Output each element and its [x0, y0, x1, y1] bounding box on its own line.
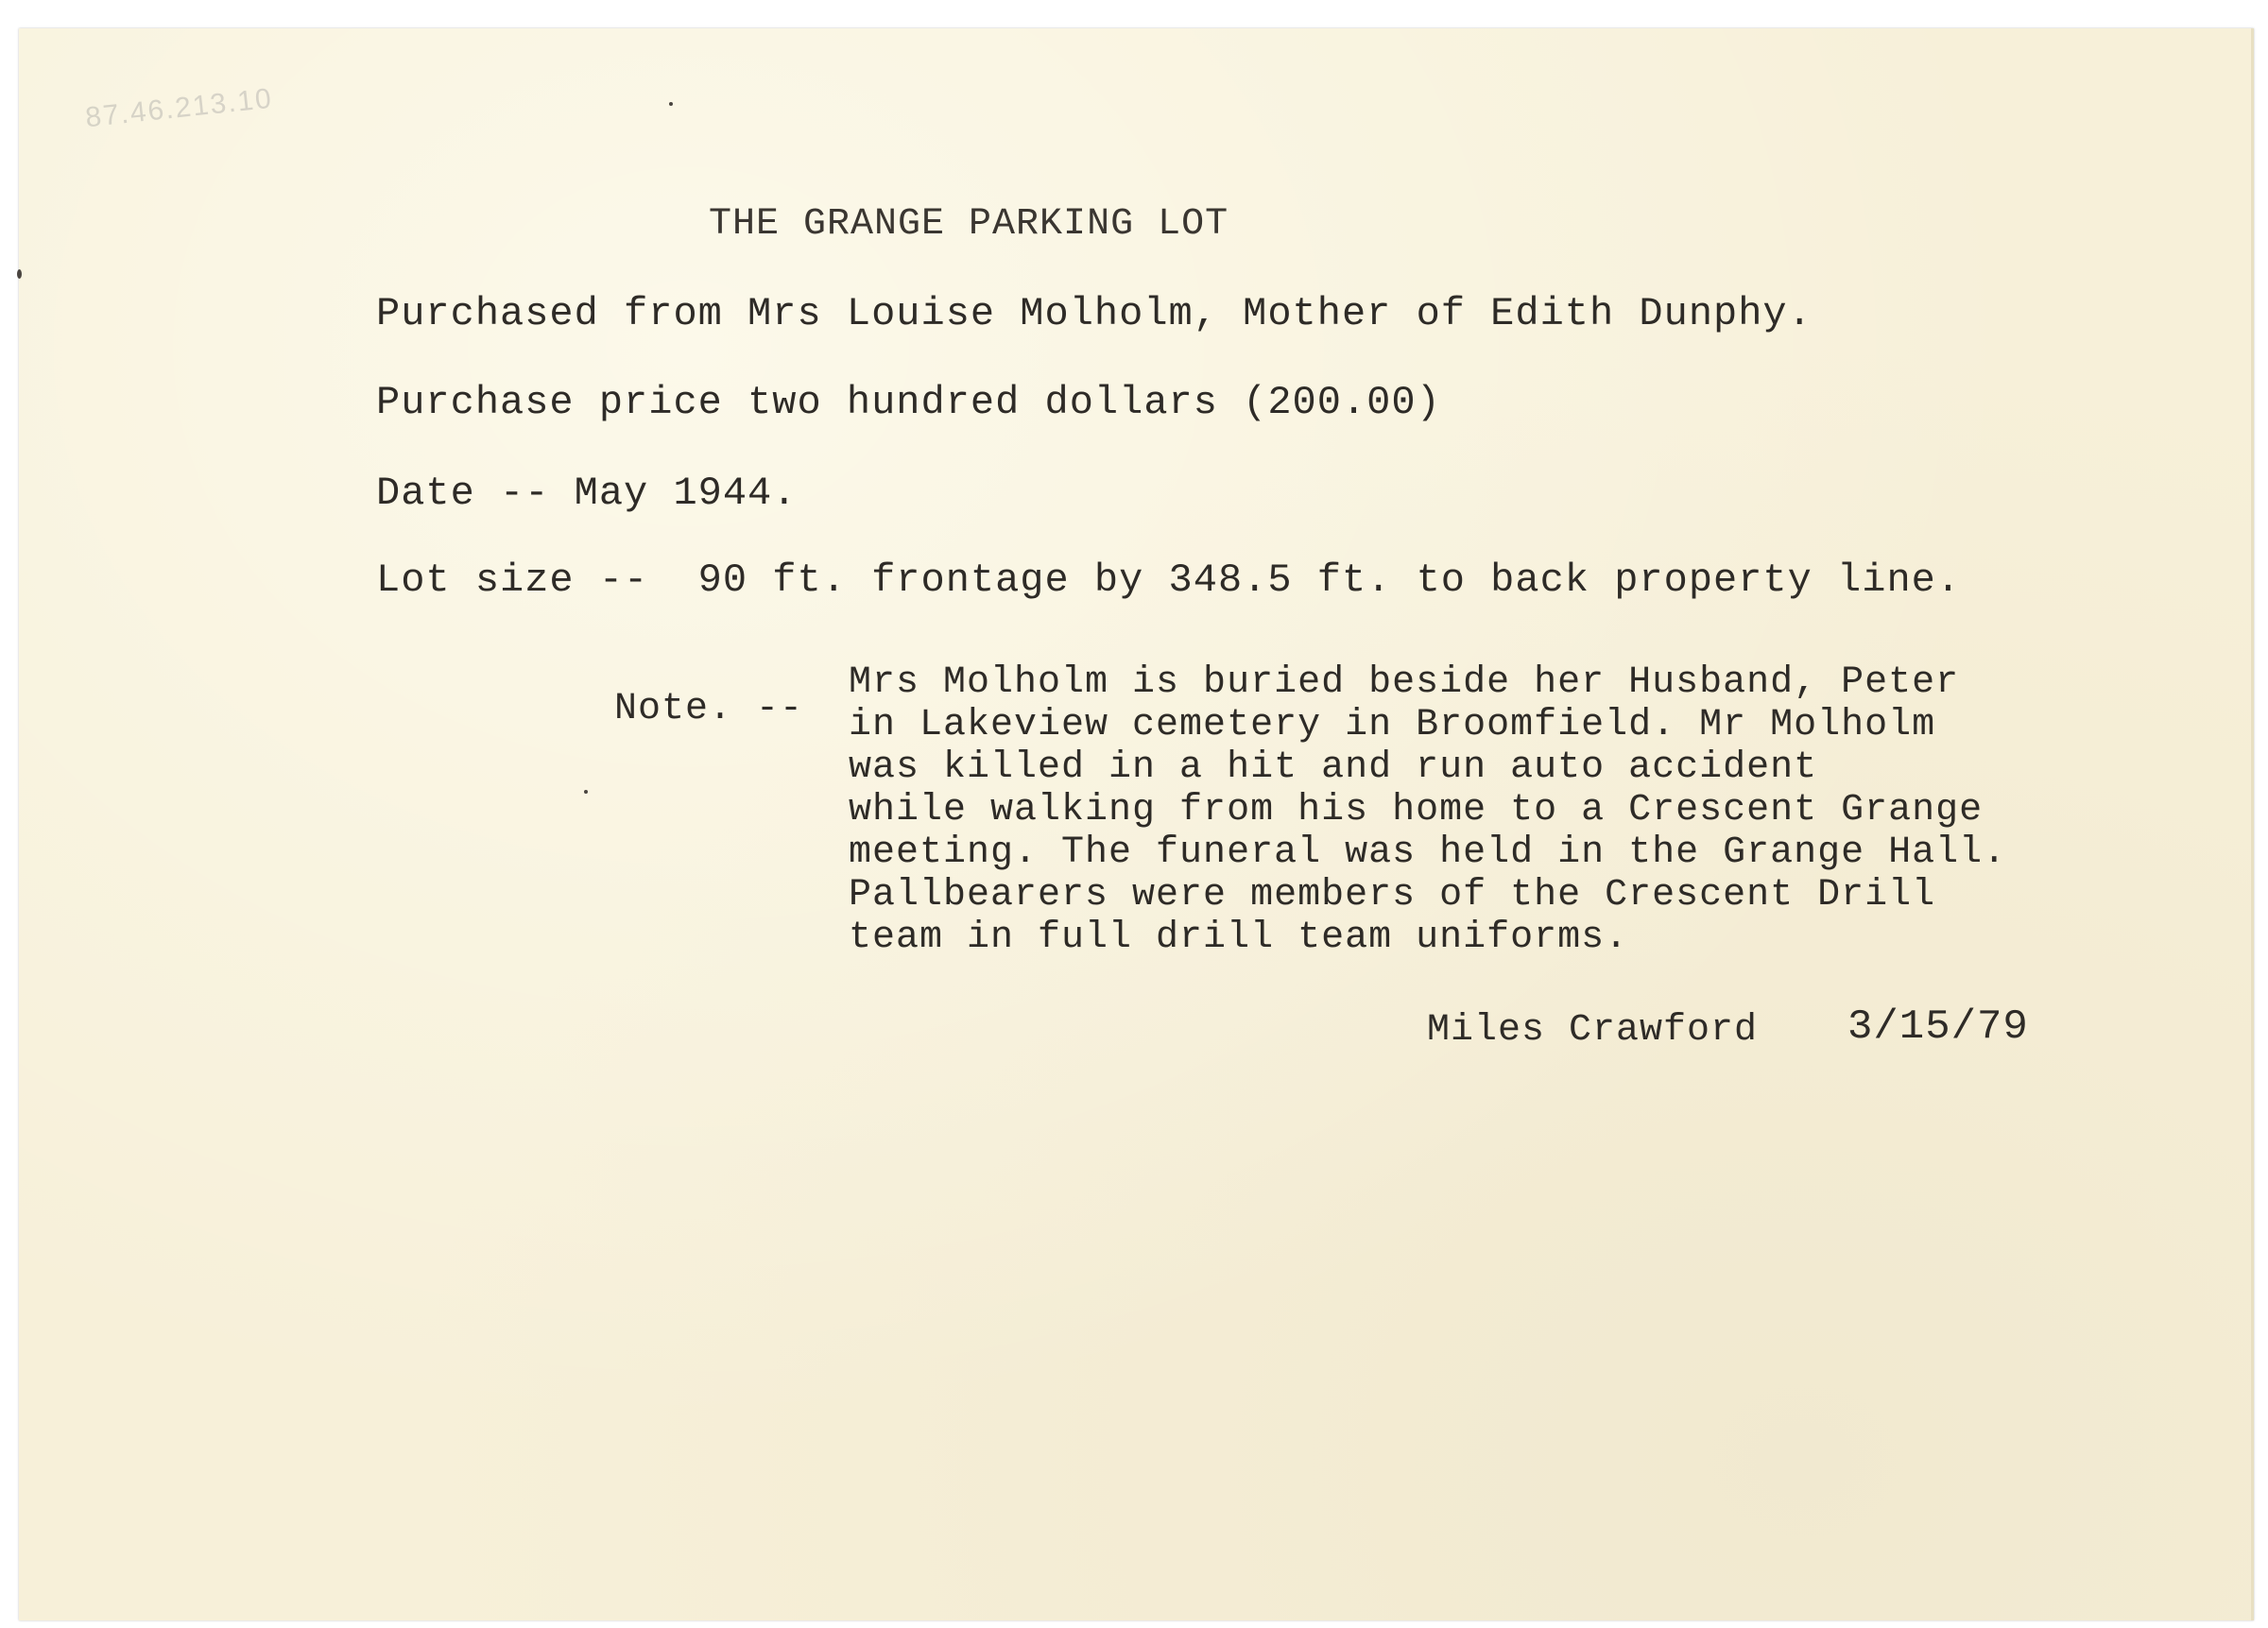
lot-size-line: Lot size -- 90 ft. frontage by 348.5 ft. to back property line. [376, 557, 1962, 603]
purchase-price-line: Purchase price two hundred dollars (200.00) [376, 380, 1441, 425]
note-body [849, 661, 2006, 959]
note-line: in Lakeview cemetery in Broomfield. Mr Molholm [849, 704, 1936, 746]
signature-date: 3/15/79 [1847, 1003, 2029, 1051]
document-title: THE GRANGE PARKING LOT [709, 203, 1229, 246]
note-label: Note. -- [614, 688, 804, 730]
ink-speck [17, 269, 22, 279]
note-line: team in full drill team uniforms. [849, 917, 1629, 959]
note-line: Mrs Molholm is buried beside her Husband, Peter [849, 661, 1960, 704]
purchase-from-line: Purchased from Mrs Louise Molholm, Mother of Edith Dunphy. [376, 291, 1813, 336]
note-line: Pallbearers were members of the Crescent Drill [849, 874, 1936, 917]
date-line: Date -- May 1944. [376, 471, 798, 516]
ink-speck [669, 102, 673, 106]
note-line: meeting. The funeral was held in the Grange Hall. [849, 831, 2007, 874]
note-line: while walking from his home to a Crescent Grange [849, 789, 1984, 831]
note-line: was killed in a hit and run auto accident [849, 746, 1818, 789]
signature-name: Miles Crawford [1427, 1009, 1759, 1052]
ink-speck [584, 790, 588, 794]
archive-number-pencil: 87.46.213.10 [83, 82, 275, 134]
